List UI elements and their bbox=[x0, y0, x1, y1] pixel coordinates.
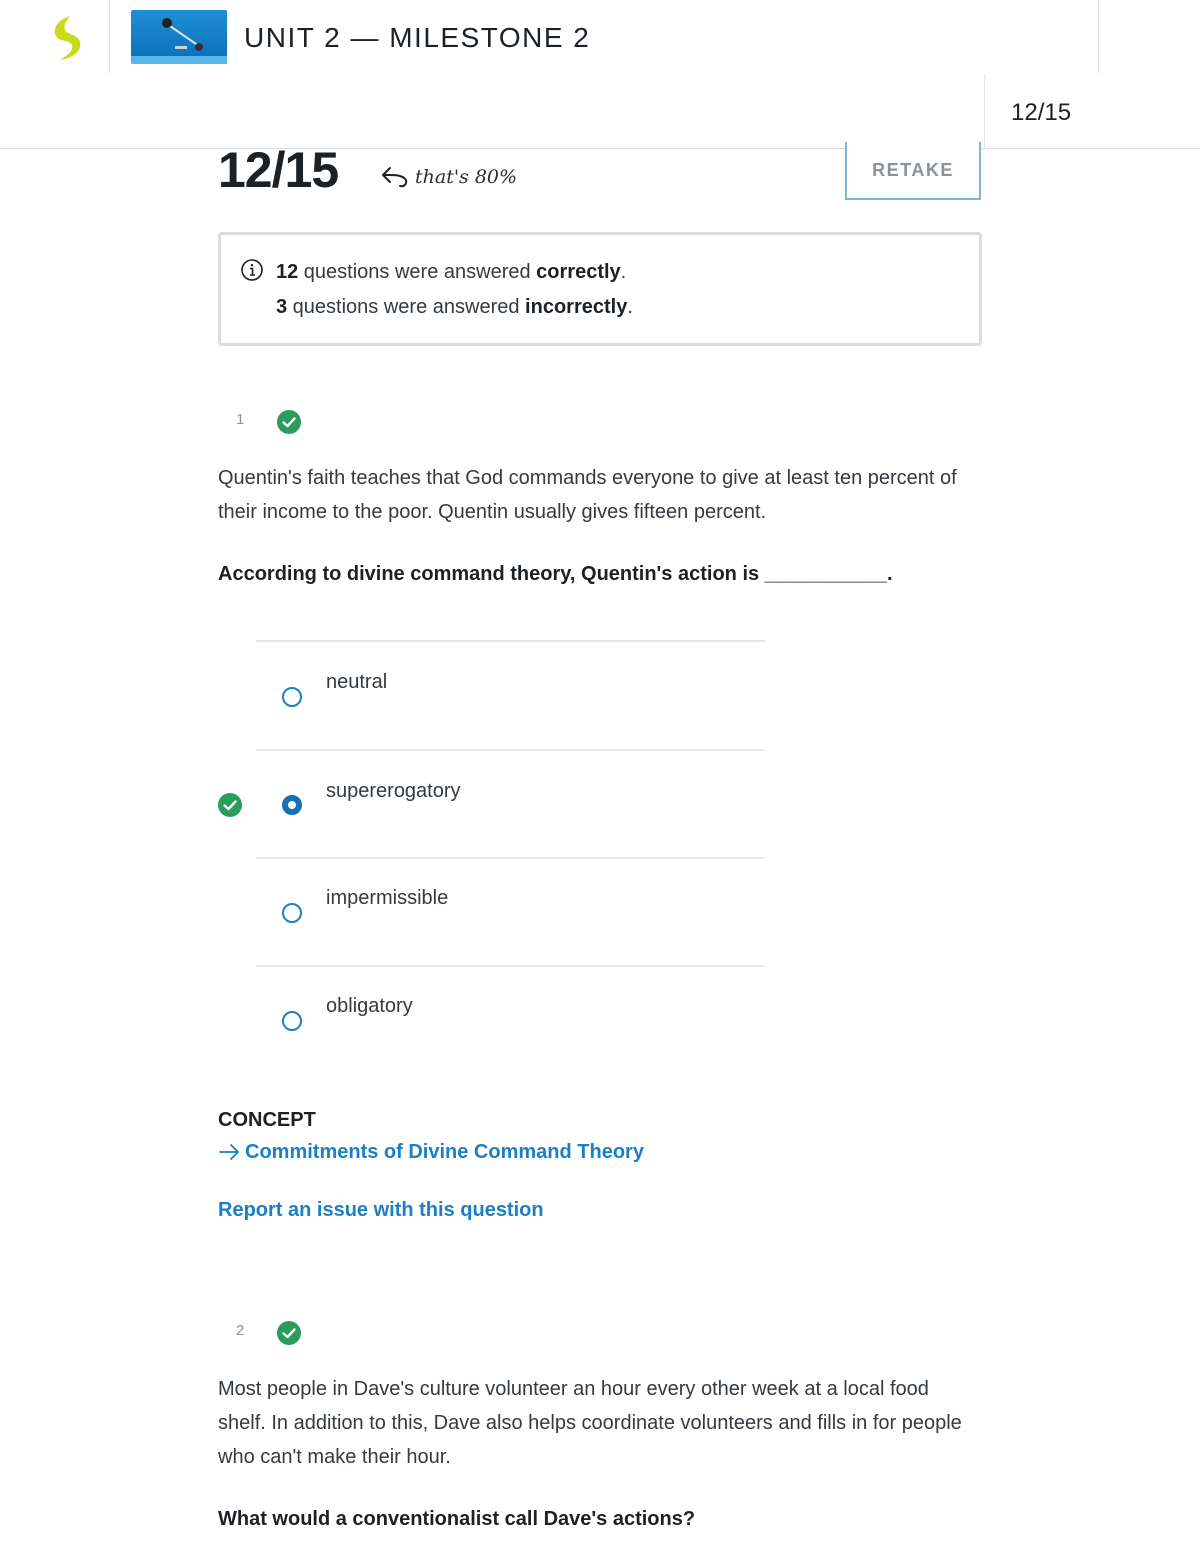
incorrect-text: questions were answered bbox=[287, 296, 526, 318]
incorrect-summary bbox=[276, 293, 633, 321]
question-prompt: According to divine command theory, Quentin's action is ___________. bbox=[218, 563, 893, 585]
concept-link[interactable]: Commitments of Divine Command Theory bbox=[245, 1141, 644, 1163]
report-issue-link[interactable]: Report an issue with this question bbox=[218, 1199, 544, 1221]
period: . bbox=[627, 296, 633, 318]
option-radio[interactable] bbox=[282, 903, 302, 923]
percent-note: that's 80% bbox=[415, 166, 518, 188]
option-radio[interactable] bbox=[282, 1011, 302, 1031]
option-label[interactable]: obligatory bbox=[326, 995, 413, 1017]
info-icon bbox=[240, 258, 264, 282]
option-radio-selected[interactable] bbox=[282, 795, 302, 815]
curved-arrow-icon bbox=[380, 164, 410, 190]
retake-button[interactable]: RETAKE bbox=[845, 142, 981, 200]
period: . bbox=[620, 261, 627, 283]
header-divider bbox=[0, 148, 1200, 149]
header-separator bbox=[1098, 0, 1099, 74]
correct-count: 12 bbox=[276, 261, 299, 283]
question-prompt: What would a conventionalist call Dave's actions? bbox=[218, 1508, 696, 1530]
concept-label: CONCEPT bbox=[218, 1109, 316, 1131]
quiz-score: 12/15 bbox=[218, 142, 339, 198]
option-label[interactable]: supererogatory bbox=[326, 780, 461, 802]
question-text: Most people in Dave's culture volunteer an hour every other week at a local food shelf. In addition to this, Dave also helps coordinate volunteers and fills in for people who can't make their hour. bbox=[218, 1378, 962, 1468]
correct-word: correctly bbox=[536, 261, 621, 283]
option-divider bbox=[256, 965, 765, 967]
incorrect-word: incorrectly bbox=[525, 296, 628, 318]
sophia-logo-icon[interactable] bbox=[48, 14, 88, 62]
option-label[interactable]: neutral bbox=[326, 671, 388, 693]
course-thumbnail[interactable] bbox=[131, 10, 227, 64]
correct-text: questions were answered bbox=[298, 261, 537, 283]
option-radio[interactable] bbox=[282, 687, 302, 707]
correct-summary bbox=[276, 258, 626, 286]
option-divider bbox=[256, 857, 765, 859]
option-label[interactable]: impermissible bbox=[326, 887, 449, 909]
question-text: Quentin's faith teaches that God commands everyone to give at least ten percent of their income to the poor. Quentin usually gives fifteen percent. bbox=[218, 467, 957, 523]
results-summary-box bbox=[218, 232, 982, 346]
header-score: 12/15 bbox=[1011, 99, 1072, 126]
question-number: 2 bbox=[236, 1322, 245, 1339]
option-divider bbox=[256, 640, 765, 642]
page-title: UNIT 2 — MILESTONE 2 bbox=[244, 22, 591, 53]
correct-check-icon bbox=[276, 1320, 302, 1346]
header-separator bbox=[109, 0, 110, 74]
arrow-right-icon bbox=[218, 1141, 242, 1163]
option-divider bbox=[256, 749, 765, 751]
incorrect-count: 3 bbox=[276, 296, 288, 318]
correct-check-icon bbox=[276, 409, 302, 435]
question-number: 1 bbox=[236, 411, 245, 428]
header-separator bbox=[984, 74, 985, 148]
correct-answer-check-icon bbox=[217, 792, 243, 818]
